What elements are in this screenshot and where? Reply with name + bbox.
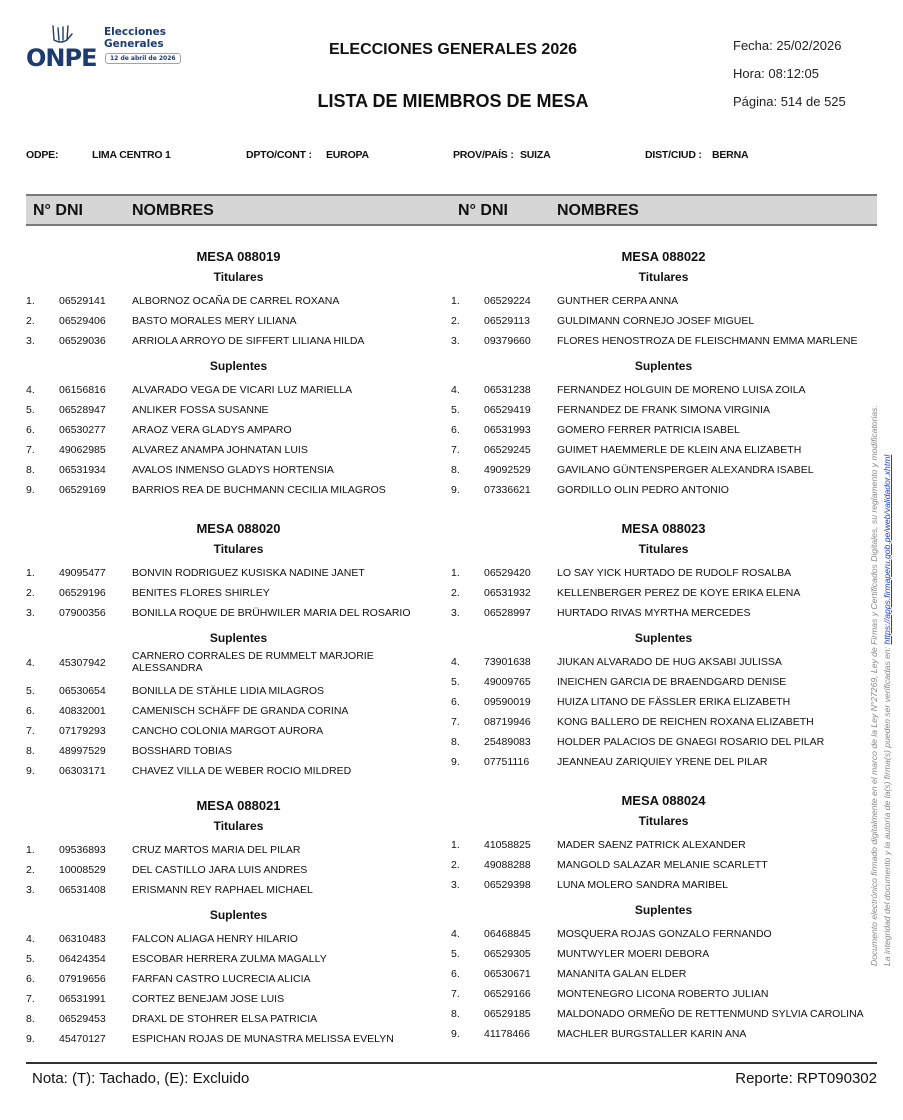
member-number: 5.: [451, 676, 460, 688]
suplentes-heading: Suplentes: [634, 903, 693, 917]
member-row: [451, 424, 903, 444]
member-name: AVALOS INMENSO GLADYS HORTENSIA: [132, 464, 334, 476]
member-number: 9.: [26, 1033, 35, 1045]
member-name: MALDONADO ORMEÑO DE RETTENMUND SYLVIA CAROLINA: [557, 1008, 864, 1020]
member-row: [26, 953, 486, 973]
member-name: MONTENEGRO LICONA ROBERTO JULIAN: [557, 988, 769, 1000]
member-row: [451, 879, 903, 899]
member-row: [451, 567, 903, 587]
col-num-dni-left: N° DNI: [33, 202, 83, 219]
raised-hand-icon: [50, 24, 76, 46]
member-row: [26, 973, 486, 993]
titulares-heading: Titulares: [213, 819, 264, 833]
member-name: ALBORNOZ OCAÑA DE CARREL ROXANA: [132, 295, 340, 307]
member-dni: 06529305: [484, 948, 531, 960]
member-number: 7.: [26, 725, 35, 737]
member-row: [451, 404, 903, 424]
member-name: ESPICHAN ROJAS DE MUNASTRA MELISSA EVELYN: [132, 1033, 394, 1045]
member-number: 8.: [26, 1013, 35, 1025]
member-row: [451, 676, 903, 696]
member-number: 5.: [451, 404, 460, 416]
col-nombres-left: NOMBRES: [132, 202, 214, 219]
member-dni: 45307942: [59, 657, 106, 669]
member-dni: 73901638: [484, 656, 531, 668]
column-header: [26, 194, 877, 226]
member-number: 6.: [26, 973, 35, 985]
member-dni: 06529420: [484, 567, 531, 579]
member-name: ARRIOLA ARROYO DE SIFFERT LILIANA HILDA: [132, 335, 365, 347]
member-name: CRUZ MARTOS MARIA DEL PILAR: [132, 844, 301, 856]
member-number: 6.: [451, 696, 460, 708]
member-row: [26, 1033, 486, 1053]
member-row: [26, 484, 486, 504]
member-dni: 06424354: [59, 953, 106, 965]
validator-link[interactable]: https://apps.firmaperu.gob.pe/web/validador.xhtml: [882, 454, 892, 645]
member-name: MANANITA GALAN ELDER: [557, 968, 687, 980]
member-name: FERNANDEZ DE FRANK SIMONA VIRGINIA: [557, 404, 770, 416]
member-dni: 06531238: [484, 384, 531, 396]
dist-label: DIST/CIUD :: [645, 149, 702, 161]
document-subtitle: LISTA DE MIEMBROS DE MESA: [317, 91, 589, 111]
member-name: KELLENBERGER PEREZ DE KOYE ERIKA ELENA: [557, 587, 801, 599]
mesa-title: MESA 088019: [196, 249, 281, 264]
member-number: 1.: [26, 844, 35, 856]
member-name: MUNTWYLER MOERI DEBORA: [557, 948, 710, 960]
member-row: [26, 864, 486, 884]
member-row: [451, 716, 903, 736]
member-number: 5.: [26, 404, 35, 416]
member-name: FALCON ALIAGA HENRY HILARIO: [132, 933, 298, 945]
member-number: 8.: [26, 464, 35, 476]
member-row: [26, 587, 486, 607]
member-number: 5.: [26, 953, 35, 965]
footer-note: Nota: (T): Tachado, (E): Excluido: [32, 1070, 250, 1087]
member-dni: 07751116: [484, 756, 530, 768]
member-name: ALVARADO VEGA DE VICARI LUZ MARIELLA: [132, 384, 353, 396]
member-row: [451, 295, 903, 315]
member-name: FERNANDEZ HOLGUIN DE MORENO LUISA ZOILA: [557, 384, 806, 396]
member-number: 1.: [451, 567, 460, 579]
member-row: [26, 725, 486, 745]
member-number: 8.: [26, 745, 35, 757]
member-name: LUNA MOLERO SANDRA MARIBEL: [557, 879, 728, 891]
member-name: GUIMET HAEMMERLE DE KLEIN ANA ELIZABETH: [557, 444, 802, 456]
member-number: 1.: [451, 295, 460, 307]
footer-divider: [26, 1062, 877, 1064]
member-row: [26, 844, 486, 864]
member-dni: 06529185: [484, 1008, 531, 1020]
member-number: 2.: [451, 859, 460, 871]
member-row: [26, 745, 486, 765]
member-dni: 09590019: [484, 696, 531, 708]
member-dni: 06529453: [59, 1013, 106, 1025]
member-dni: 06529245: [484, 444, 531, 456]
member-name: ESCOBAR HERRERA ZULMA MAGALLY: [132, 953, 327, 965]
hora: Hora: 08:12:05: [733, 66, 820, 81]
member-dni: 49092529: [484, 464, 531, 476]
member-number: 9.: [451, 484, 460, 496]
member-row: [26, 650, 486, 676]
member-number: 7.: [26, 993, 35, 1005]
titulares-heading: Titulares: [638, 270, 689, 284]
member-name: MANGOLD SALAZAR MELANIE SCARLETT: [557, 859, 768, 871]
member-name: HUIZA LITANO DE FÄSSLER ERIKA ELIZABETH: [557, 696, 791, 708]
member-row: [26, 384, 486, 404]
member-name: GULDIMANN CORNEJO JOSEF MIGUEL: [557, 315, 755, 327]
member-number: 3.: [451, 335, 460, 347]
event-line-2: Generales: [104, 38, 164, 50]
col-num-dni-right: N° DNI: [458, 202, 508, 219]
member-row: [26, 424, 486, 444]
member-name: INEICHEN GARCIA DE BRAENDGARD DENISE: [557, 676, 787, 688]
pagina: Página: 514 de 525: [733, 94, 846, 109]
member-dni: 06528997: [484, 607, 531, 619]
member-dni: 06531993: [484, 424, 531, 436]
member-name: CHAVEZ VILLA DE WEBER ROCIO MILDRED: [132, 765, 352, 777]
member-number: 4.: [451, 656, 460, 668]
member-number: 6.: [26, 705, 35, 717]
member-dni: 06531934: [59, 464, 106, 476]
member-number: 7.: [451, 444, 460, 456]
member-row: [451, 696, 903, 716]
member-number: 4.: [451, 384, 460, 396]
member-name: HURTADO RIVAS MYRTHA MERCEDES: [557, 607, 751, 619]
event-date-badge: 12 de abril de 2026: [105, 53, 181, 64]
member-row: [451, 968, 903, 988]
member-row: [451, 736, 903, 756]
member-name: GUNTHER CERPA ANNA: [557, 295, 679, 307]
document-title: ELECCIONES GENERALES 2026: [328, 41, 578, 58]
member-name: CANCHO COLONIA MARGOT AURORA: [132, 725, 324, 737]
member-number: 9.: [451, 1028, 460, 1040]
member-dni: 06529169: [59, 484, 106, 496]
member-number: 5.: [26, 685, 35, 697]
member-number: 8.: [451, 736, 460, 748]
member-row: [451, 656, 903, 676]
member-dni: 07336621: [484, 484, 531, 496]
member-row: [26, 335, 486, 355]
member-row: [451, 315, 903, 335]
member-number: 3.: [451, 879, 460, 891]
member-name: JIUKAN ALVARADO DE HUG AKSABI JULISSA: [557, 656, 782, 668]
member-number: 4.: [26, 384, 35, 396]
member-dni: 06531932: [484, 587, 531, 599]
member-name: LO SAY YICK HURTADO DE RUDOLF ROSALBA: [557, 567, 792, 579]
report-code: Reporte: RPT090302: [735, 1070, 877, 1087]
member-number: 1.: [26, 295, 35, 307]
suplentes-heading: Suplentes: [209, 631, 268, 645]
member-row: [451, 464, 903, 484]
member-number: 1.: [451, 839, 460, 851]
member-dni: 49062985: [59, 444, 106, 456]
member-name: BONVIN RODRIGUEZ KUSISKA NADINE JANET: [132, 567, 365, 579]
member-dni: 08719946: [484, 716, 531, 728]
fecha: Fecha: 25/02/2026: [733, 38, 842, 53]
titulares-heading: Titulares: [213, 270, 264, 284]
brand-name: ONPE: [26, 44, 97, 72]
member-number: 8.: [451, 464, 460, 476]
onpe-logo: [26, 24, 176, 72]
member-dni: 06530654: [59, 685, 106, 697]
member-name: MADER SAENZ PATRICK ALEXANDER: [557, 839, 746, 851]
member-number: 1.: [26, 567, 35, 579]
member-name: BONILLA DE STÄHLE LIDIA MILAGROS: [132, 685, 324, 697]
member-dni: 06531408: [59, 884, 106, 896]
member-dni: 06529113: [484, 315, 530, 327]
member-row: [451, 839, 903, 859]
member-dni: 06530671: [484, 968, 531, 980]
member-dni: 48997529: [59, 745, 106, 757]
member-row: [26, 464, 486, 484]
member-dni: 06310483: [59, 933, 106, 945]
member-name: GAVILANO GÜNTENSPERGER ALEXANDRA ISABEL: [557, 464, 814, 476]
member-dni: 49095477: [59, 567, 106, 579]
member-dni: 40832001: [59, 705, 106, 717]
member-number: 9.: [451, 756, 460, 768]
member-name: DEL CASTILLO JARA LUIS ANDRES: [132, 864, 308, 876]
signature-note-line1: Documento electrónico firmado digitalmente en el marco de la Ley N°27269, Ley de Firmas y Certificados Digitales, su reglamento y modificatorias.: [869, 405, 879, 966]
member-row: [451, 587, 903, 607]
member-number: 2.: [26, 864, 35, 876]
member-name: FLORES HENOSTROZA DE FLEISCHMANN EMMA MARLENE: [557, 335, 858, 347]
col-nombres-right: NOMBRES: [557, 202, 639, 219]
member-number: 9.: [26, 765, 35, 777]
member-row: [26, 1013, 486, 1033]
member-name: MACHLER BURGSTALLER KARIN ANA: [557, 1028, 747, 1040]
member-dni: 06529419: [484, 404, 531, 416]
dist-value: BERNA: [712, 149, 749, 161]
member-number: 3.: [451, 607, 460, 619]
member-dni: 06528947: [59, 404, 106, 416]
prov-value: SUIZA: [520, 149, 551, 161]
member-name: CARNERO CORRALES DE RUMMELT MARJORIE ALESSANDRA: [132, 650, 374, 674]
dpto-value: EUROPA: [326, 149, 369, 161]
digital-signature-note: [868, 405, 894, 966]
member-row: [26, 315, 486, 335]
member-name: GOMERO FERRER PATRICIA ISABEL: [557, 424, 740, 436]
member-row: [26, 685, 486, 705]
member-name: ARAOZ VERA GLADYS AMPARO: [132, 424, 292, 436]
member-row: [451, 756, 903, 776]
member-name: CORTEZ BENEJAM JOSE LUIS: [132, 993, 285, 1005]
member-row: [26, 444, 486, 464]
member-dni: 09536893: [59, 844, 106, 856]
member-row: [451, 1008, 903, 1028]
member-dni: 06529036: [59, 335, 106, 347]
member-number: 4.: [26, 933, 35, 945]
member-dni: 41178466: [484, 1028, 530, 1040]
member-dni: 06529196: [59, 587, 106, 599]
member-name: ALVAREZ ANAMPA JOHNATAN LUIS: [132, 444, 308, 456]
member-row: [451, 484, 903, 504]
odpe-value: LIMA CENTRO 1: [92, 149, 171, 161]
member-dni: 06529224: [484, 295, 531, 307]
member-row: [26, 933, 486, 953]
member-row: [451, 988, 903, 1008]
member-number: 3.: [26, 335, 35, 347]
event-name: [104, 26, 166, 50]
member-row: [26, 607, 486, 627]
member-number: 9.: [26, 484, 35, 496]
member-number: 3.: [26, 607, 35, 619]
titulares-heading: Titulares: [213, 542, 264, 556]
member-name: GORDILLO OLIN PEDRO ANTONIO: [557, 484, 729, 496]
member-name: BASTO MORALES MERY LILIANA: [132, 315, 297, 327]
member-dni: 09379660: [484, 335, 531, 347]
signature-note-prefix: La integridad del documento y la autoría de la(s) firma(s) pueden ser verificadas en:: [882, 644, 892, 966]
member-dni: 45470127: [59, 1033, 106, 1045]
member-dni: 06529141: [59, 295, 106, 307]
member-number: 4.: [26, 657, 35, 669]
member-dni: 25489083: [484, 736, 531, 748]
prov-label: PROV/PAÍS :: [453, 149, 514, 161]
member-number: 7.: [451, 716, 460, 728]
member-row: [451, 948, 903, 968]
member-row: [451, 384, 903, 404]
member-name: CAMENISCH SCHÄFF DE GRANDA CORINA: [132, 705, 349, 717]
member-row: [451, 335, 903, 355]
member-dni: 49088288: [484, 859, 531, 871]
member-dni: 41058825: [484, 839, 531, 851]
member-number: 2.: [451, 315, 460, 327]
member-dni: 07179293: [59, 725, 106, 737]
member-number: 3.: [26, 884, 35, 896]
member-name: KONG BALLERO DE REICHEN ROXANA ELIZABETH: [557, 716, 814, 728]
member-name: BARRIOS REA DE BUCHMANN CECILIA MILAGROS: [132, 484, 386, 496]
dpto-label: DPTO/CONT :: [246, 149, 312, 161]
member-row: [26, 993, 486, 1013]
mesa-title: MESA 088020: [196, 521, 281, 536]
member-dni: 07900356: [59, 607, 106, 619]
member-row: [451, 1028, 903, 1048]
event-line-1: Elecciones: [104, 26, 167, 38]
member-name: FARFAN CASTRO LUCRECIA ALICIA: [132, 973, 311, 985]
member-dni: 06529398: [484, 879, 531, 891]
member-dni: 06529406: [59, 315, 106, 327]
member-name: HOLDER PALACIOS DE GNAEGI ROSARIO DEL PILAR: [557, 736, 825, 748]
member-dni: 07919656: [59, 973, 106, 985]
member-dni: 06529166: [484, 988, 531, 1000]
member-number: 6.: [26, 424, 35, 436]
member-row: [26, 567, 486, 587]
member-dni: 06468845: [484, 928, 531, 940]
member-number: 7.: [26, 444, 35, 456]
titulares-heading: Titulares: [638, 542, 689, 556]
odpe-label: ODPE:: [26, 149, 59, 161]
member-number: 2.: [26, 587, 35, 599]
member-row: [451, 859, 903, 879]
member-row: [26, 765, 486, 785]
member-row: [451, 444, 903, 464]
mesa-title: MESA 088024: [621, 793, 706, 808]
member-dni: 10008529: [59, 864, 106, 876]
member-row: [26, 884, 486, 904]
suplentes-heading: Suplentes: [634, 631, 693, 645]
member-dni: 06530277: [59, 424, 106, 436]
member-number: 6.: [451, 968, 460, 980]
member-row: [26, 404, 486, 424]
member-name: BOSSHARD TOBIAS: [132, 745, 232, 757]
member-dni: 06303171: [59, 765, 106, 777]
member-name: MOSQUERA ROJAS GONZALO FERNANDO: [557, 928, 772, 940]
suplentes-heading: Suplentes: [209, 359, 268, 373]
titulares-heading: Titulares: [638, 814, 689, 828]
member-row: [451, 928, 903, 948]
signature-note-line2: [881, 405, 894, 966]
member-number: 4.: [451, 928, 460, 940]
member-name: BENITES FLORES SHIRLEY: [132, 587, 270, 599]
member-number: 6.: [451, 424, 460, 436]
member-dni: 06156816: [59, 384, 106, 396]
member-number: 2.: [451, 587, 460, 599]
member-row: [26, 295, 486, 315]
member-dni: 49009765: [484, 676, 531, 688]
member-name: ERISMANN REY RAPHAEL MICHAEL: [132, 884, 313, 896]
suplentes-heading: Suplentes: [209, 908, 268, 922]
mesa-title: MESA 088023: [621, 521, 706, 536]
member-name: BONILLA ROQUE DE BRÜHWILER MARIA DEL ROSARIO: [132, 607, 411, 619]
mesa-title: MESA 088021: [196, 798, 281, 813]
member-number: 2.: [26, 315, 35, 327]
member-number: 5.: [451, 948, 460, 960]
mesa-title: MESA 088022: [621, 249, 706, 264]
member-number: 7.: [451, 988, 460, 1000]
member-dni: 06531991: [59, 993, 106, 1005]
member-name: JEANNEAU ZARIQUIEY YRENE DEL PILAR: [557, 756, 768, 768]
member-name: DRAXL DE STOHRER ELSA PATRICIA: [132, 1013, 318, 1025]
member-row: [451, 607, 903, 627]
member-name: ANLIKER FOSSA SUSANNE: [132, 404, 269, 416]
member-number: 8.: [451, 1008, 460, 1020]
member-row: [26, 705, 486, 725]
suplentes-heading: Suplentes: [634, 359, 693, 373]
